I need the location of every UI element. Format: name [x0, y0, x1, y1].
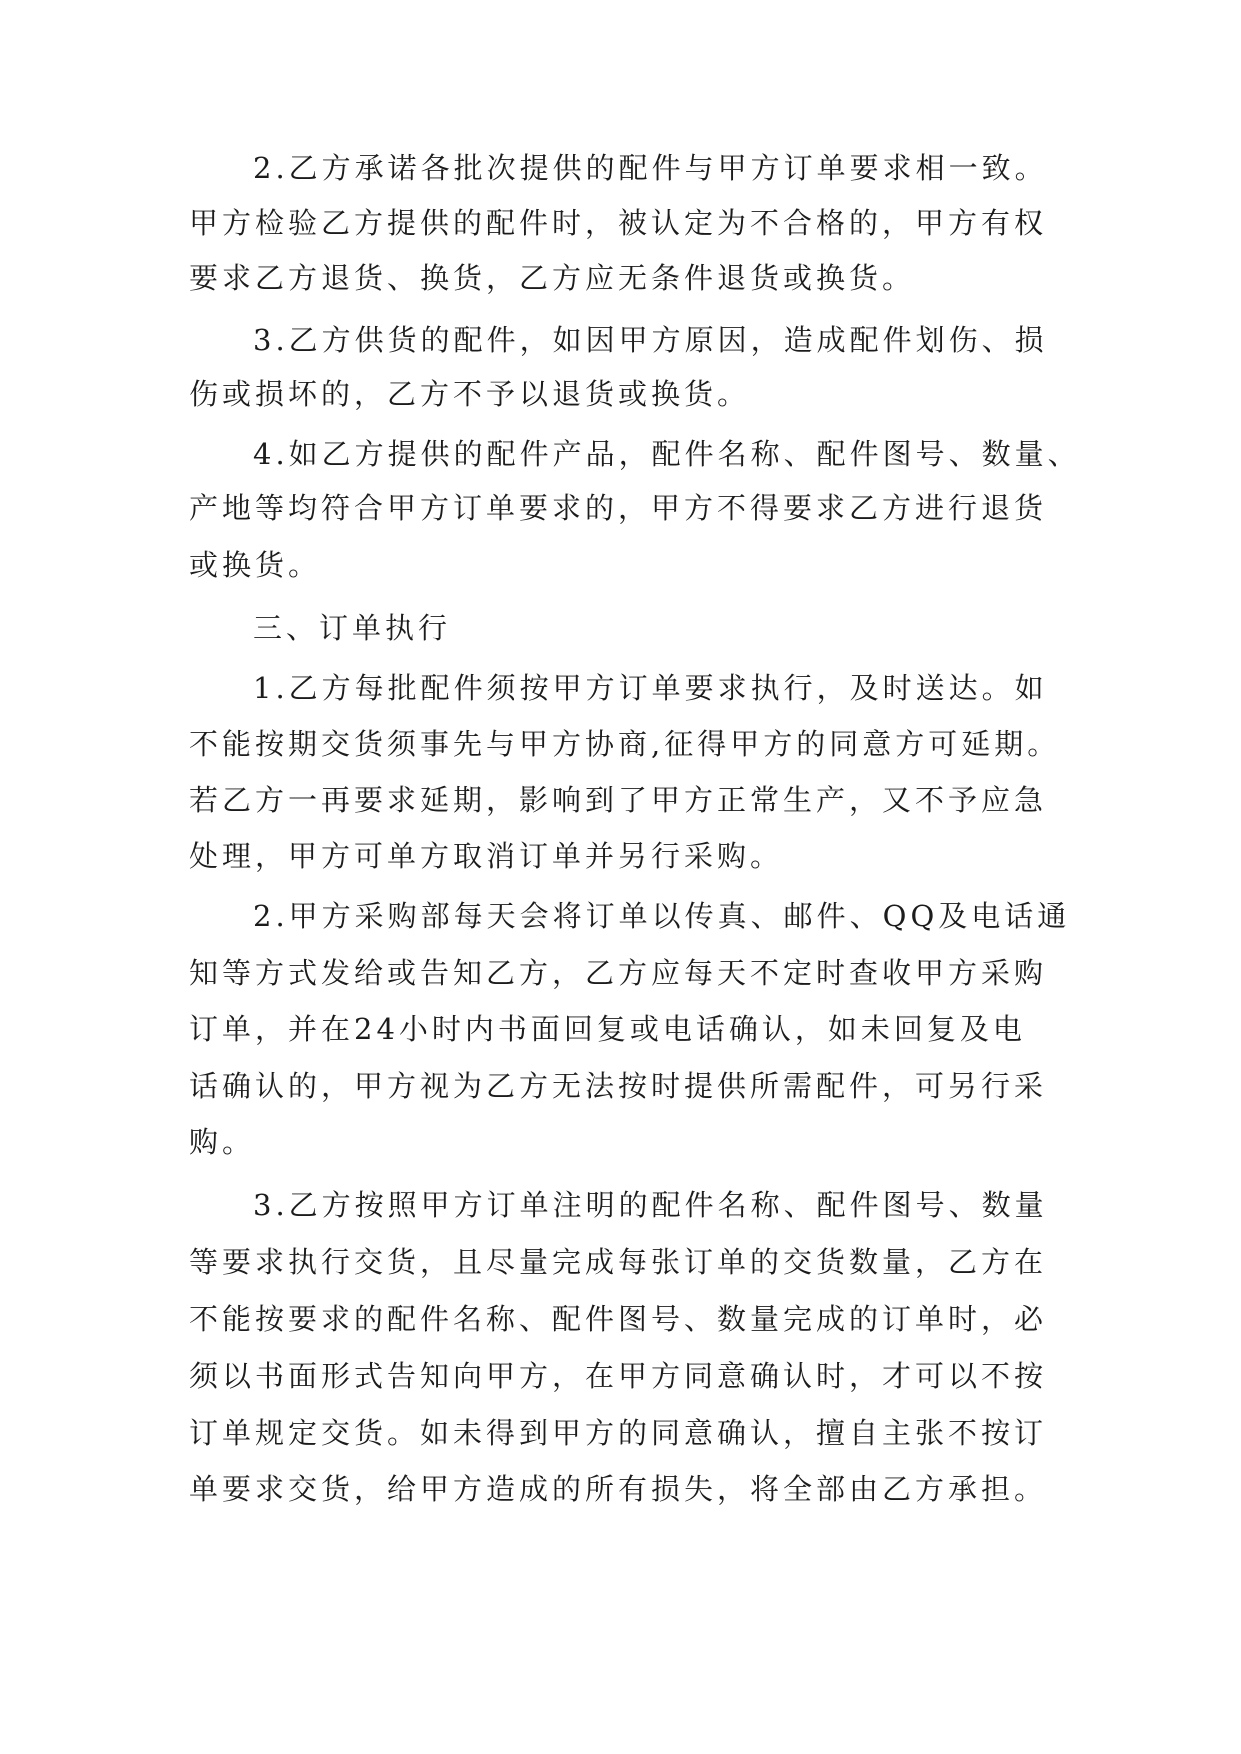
paragraph-line: 单要求交货，给甲方造成的所有损失，将全部由乙方承担。 — [189, 1472, 1048, 1506]
paragraph-line: 2.甲方采购部每天会将订单以传真、邮件、QQ及电话通 — [253, 899, 1071, 933]
section-heading: 三、订单执行 — [253, 611, 452, 645]
paragraph-line: 不能按期交货须事先与甲方协商,征得甲方的同意方可延期。 — [189, 727, 1061, 761]
paragraph-line: 购。 — [189, 1125, 256, 1159]
paragraph-line: 4.如乙方提供的配件产品，配件名称、配件图号、数量、 — [253, 437, 1081, 471]
paragraph-line: 等要求执行交货，且尽量完成每张订单的交货数量，乙方在 — [189, 1245, 1048, 1279]
paragraph-line: 订单，并在24小时内书面回复或电话确认，如未回复及电 — [189, 1012, 1026, 1046]
paragraph-line: 知等方式发给或告知乙方，乙方应每天不定时查收甲方采购 — [189, 956, 1048, 990]
paragraph-line: 不能按要求的配件名称、配件图号、数量完成的订单时，必 — [189, 1302, 1048, 1336]
paragraph-line: 产地等均符合甲方订单要求的，甲方不得要求乙方进行退货 — [189, 491, 1048, 525]
paragraph-line: 2.乙方承诺各批次提供的配件与甲方订单要求相一致。 — [253, 151, 1048, 185]
paragraph-line: 伤或损坏的，乙方不予以退货或换货。 — [189, 377, 751, 411]
paragraph-line: 要求乙方退货、换货，乙方应无条件退货或换货。 — [189, 261, 916, 295]
paragraph-line: 1.乙方每批配件须按甲方订单要求执行，及时送达。如 — [253, 671, 1048, 705]
paragraph-line: 3.乙方按照甲方订单注明的配件名称、配件图号、数量 — [253, 1188, 1048, 1222]
paragraph-line: 须以书面形式告知向甲方，在甲方同意确认时，才可以不按 — [189, 1359, 1048, 1393]
paragraph-line: 甲方检验乙方提供的配件时，被认定为不合格的，甲方有权 — [189, 206, 1048, 240]
paragraph-line: 若乙方一再要求延期，影响到了甲方正常生产，又不予应急 — [189, 783, 1048, 817]
paragraph-line: 话确认的，甲方视为乙方无法按时提供所需配件，可另行采 — [189, 1069, 1048, 1103]
paragraph-line: 处理，甲方可单方取消订单并另行采购。 — [189, 839, 784, 873]
paragraph-line: 3.乙方供货的配件，如因甲方原因，造成配件划伤、损 — [253, 323, 1048, 357]
paragraph-line: 订单规定交货。如未得到甲方的同意确认，擅自主张不按订 — [189, 1416, 1048, 1450]
paragraph-line: 或换货。 — [189, 548, 322, 582]
